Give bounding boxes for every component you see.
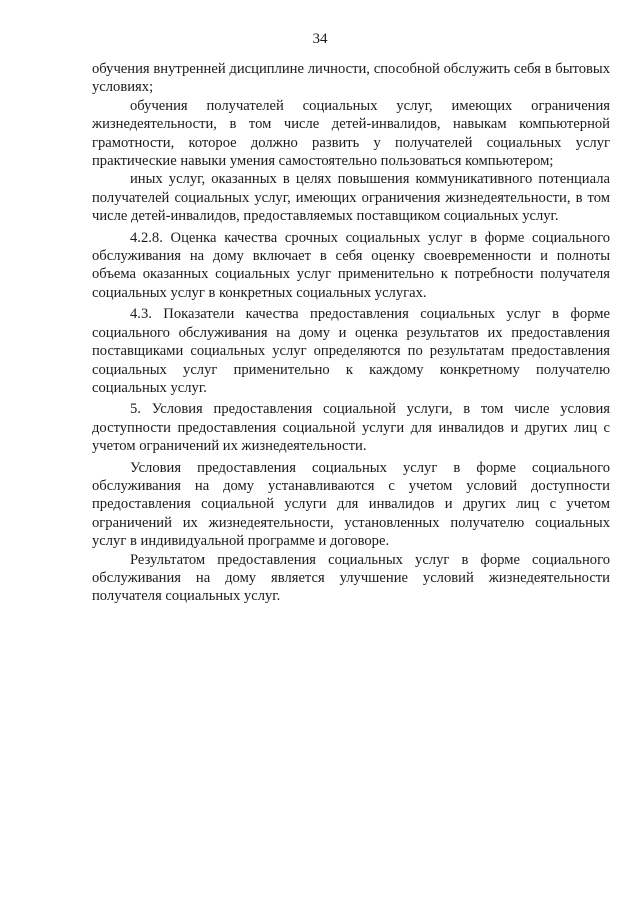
paragraph-computer-literacy: обучения получателей социальных услуг, имеющих ограничения жизнедеятельности, в том числе детей-инвалидов, навыкам компьютерной грамотности, которое должно развить у получателей социальных услуг практические навыки умения самостоятельно пользоваться компьютером; (92, 97, 610, 170)
paragraph-continuation: обучения внутренней дисциплине личности, способной обслужить себя в бытовых условиях; (92, 61, 610, 96)
document-body (92, 60, 610, 606)
paragraph-conditions: Условия предоставления социальных услуг в форме социального обслуживания на дому устанавливаются с учетом условий доступности предоставления социальной услуги для инвалидов и других лиц с учетом ограничений их жизнедеятельности, установленных получателю социальных услуг в индивидуальной программе и договоре. (92, 459, 610, 550)
paragraph-4-3: 4.3. Показатели качества предоставления социальных услуг в форме социального обслуживания на дому и оценка результатов их предоставления поставщиками социальных услуг определяются по результатам предоставления социальных услуг применительно к каждому конкретному получателю социальных услуг. (92, 306, 610, 396)
paragraph-section-5: 5. Условия предоставления социальной услуги, в том числе условия доступности предоставления социальной услуги для инвалидов и других лиц с учетом ограничений их жизнедеятельности. (92, 401, 610, 455)
page-number: 34 (312, 31, 328, 47)
paragraph-other-services: иных услуг, оказанных в целях повышения коммуникативного потенциала получателей социальных услуг, имеющих ограничения жизнедеятельности, в том числе детей-инвалидов, предоставляемых поставщиком социальных услуг. (92, 171, 610, 225)
paragraph-4-2-8: 4.2.8. Оценка качества срочных социальных услуг в форме социального обслуживания на дому включает в себя оценку своевременности и полноты объема оказанных социальных услуг применительно к потребности получателя социальных услуг в конкретных социальных услугах. (92, 229, 610, 301)
paragraph-result: Результатом предоставления социальных услуг в форме социального обслуживания на дому является улучшение условий жизнедеятельности получателя социальных услуг. (92, 551, 610, 605)
